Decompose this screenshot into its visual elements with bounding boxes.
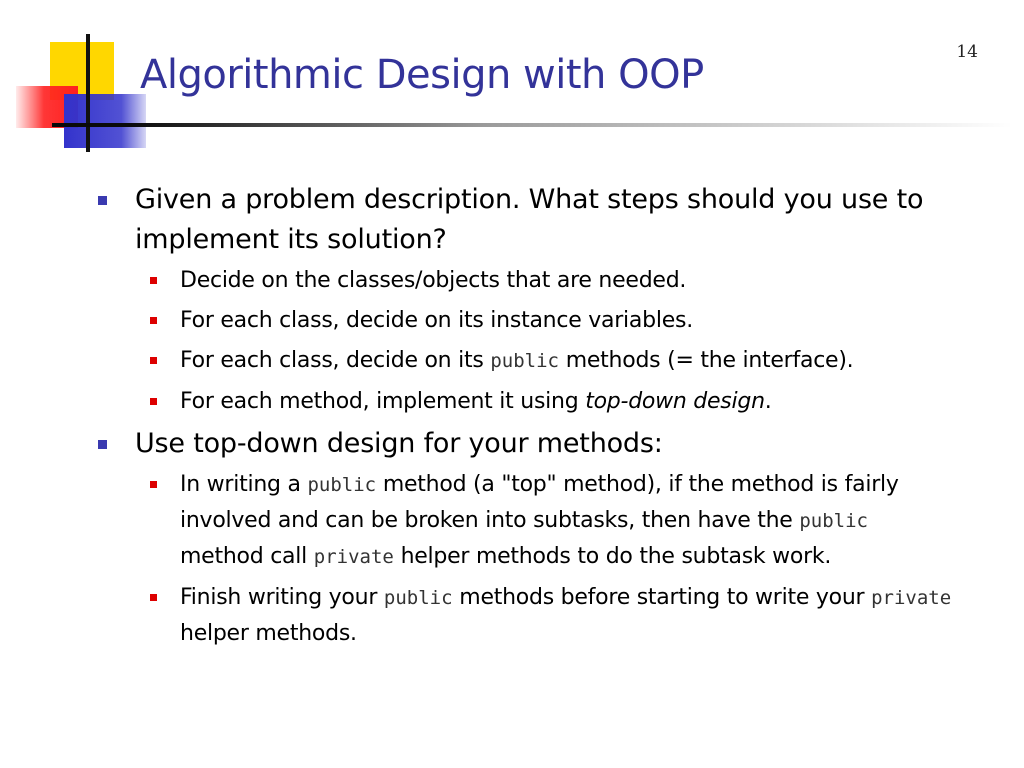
bullet-1-sub-1	[147, 263, 956, 298]
text-segment: method call	[180, 544, 314, 569]
bullet-2	[96, 424, 956, 464]
code-keyword: public	[490, 350, 559, 372]
emphasis-text: top-down design	[585, 389, 765, 414]
text-segment: In writing a	[180, 472, 308, 497]
code-keyword: public	[383, 587, 453, 609]
sub-bullet-marker	[150, 357, 157, 364]
sub-bullet-marker	[150, 317, 157, 324]
code-keyword: private	[871, 587, 952, 609]
logo-blue-bar	[64, 94, 146, 148]
slide-title: Algorithmic Design with OOP	[140, 52, 704, 98]
bullet-1-sub-2-text: For each class, decide on its instance variables.	[180, 308, 693, 333]
sub-bullet-marker	[150, 594, 157, 601]
sub-bullet-marker	[150, 398, 157, 405]
text-segment: method (a "top" method), if the method is fairly involved and can be broken into subtasks, then have the	[180, 472, 899, 533]
text-segment: For each class, decide on its	[180, 348, 491, 373]
bullet-marker	[98, 440, 107, 449]
sub-bullet-marker	[150, 481, 157, 488]
text-segment: helper methods.	[180, 621, 357, 646]
bullet-1-sub-3	[147, 343, 956, 379]
bullet-1-sub-1-text: Decide on the classes/objects that are needed.	[180, 268, 687, 293]
bullet-2-text: Use top-down design for your methods:	[135, 428, 663, 459]
text-segment: helper methods to do the subtask work.	[393, 544, 832, 569]
slide-logo-graphic	[0, 0, 150, 160]
bullet-1	[96, 180, 956, 260]
code-keyword: public	[307, 474, 377, 496]
logo-vertical-line	[86, 34, 90, 152]
slide-number: 14	[956, 42, 978, 62]
bullet-marker	[98, 196, 107, 205]
title-underline	[52, 123, 1012, 127]
text-segment: For each method, implement it using	[180, 389, 586, 414]
bullet-2-sub-1	[147, 467, 956, 575]
text-segment: methods before starting to write your	[452, 585, 872, 610]
slide-content	[96, 180, 956, 656]
text-segment: .	[764, 389, 772, 414]
bullet-1-sub-4	[147, 384, 956, 419]
bullet-1-text: Given a problem description. What steps should you use to implement its solution?	[135, 184, 924, 255]
text-segment: methods (= the interface).	[558, 348, 854, 373]
code-keyword: public	[799, 510, 868, 532]
code-keyword: private	[313, 546, 394, 568]
bullet-1-sub-2	[147, 303, 956, 338]
text-segment: Finish writing your	[180, 585, 384, 610]
sub-bullet-marker	[150, 277, 157, 284]
bullet-2-sub-2	[147, 580, 956, 651]
